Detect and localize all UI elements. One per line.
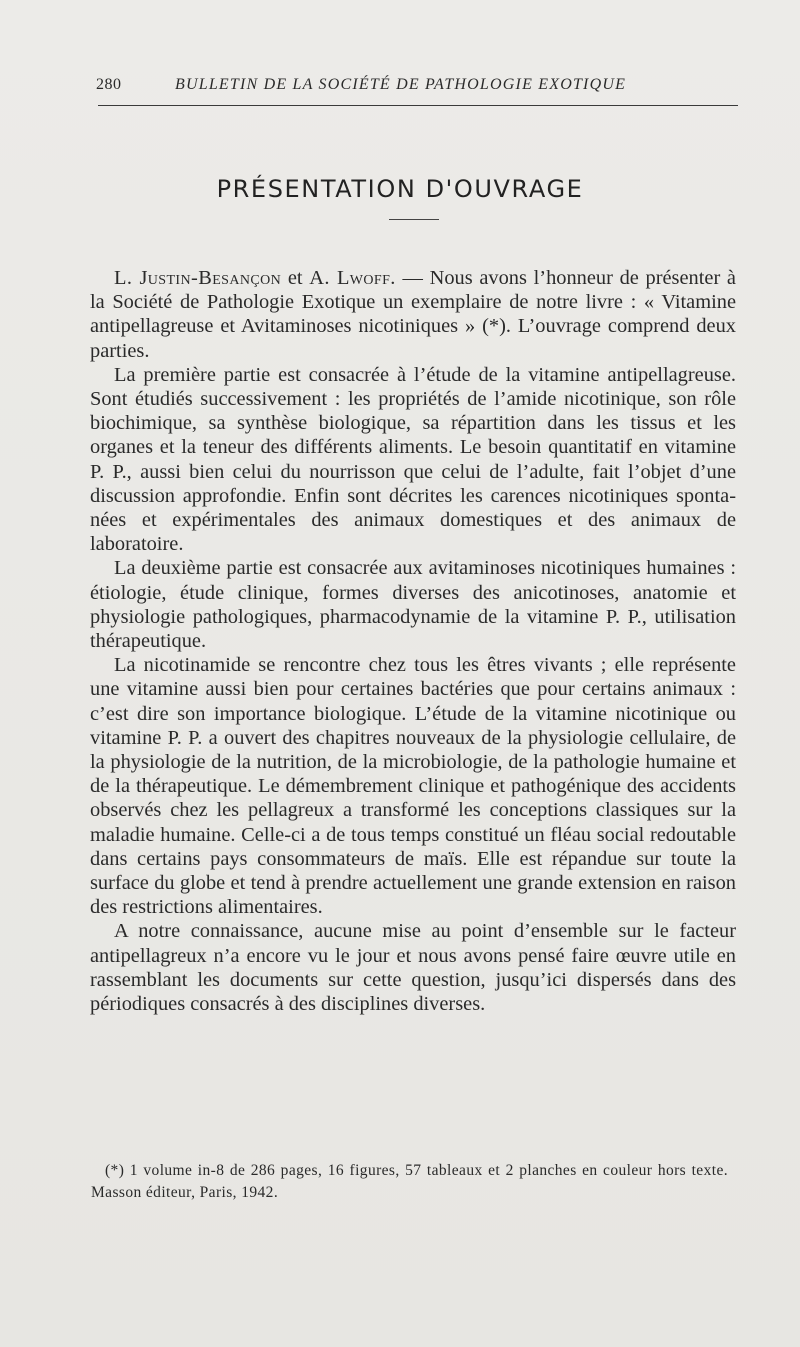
paragraph-1-text: — Nous avons l’honneur de présenter à la Société de Pathologie Exotique un exemplaire de notre livre : « Vitamine antipellagreuse et Avitaminoses nicotiniques » (*). L’ouvrage comprend deux parties. (90, 267, 736, 362)
running-header (96, 76, 738, 100)
paragraph-2: La première partie est consacrée à l’étude de la vitamine antipellagreuse. Sont étudiés successivement : les propriétés de l’amide nicotinique, son rôle biochimique, sa synthèse biologique, sa répartition dans les tissus et les organes et la teneur des différents aliments. Le besoin quantitatif en vitamine P. P., aussi bien celui du nourrisson que celui de l’adulte, fait l’objet d’une discussion approfondie. Enfin sont décrites les carences nicotiniques spontanées et expérimentales des animaux domestiques et des animaux de laboratoire. (90, 363, 736, 556)
footnote-text: (*) 1 volume in-8 de 286 pages, 16 figures, 57 tableaux et 2 planches en couleur hors texte. Masson éditeur, Paris, 1942. (91, 1162, 728, 1201)
title-rule (389, 219, 439, 220)
paragraph-1 (90, 266, 736, 363)
author-conjunction: et (281, 267, 310, 289)
section-title: PRÉSENTATION D'OUVRAGE (216, 175, 584, 203)
paragraph-5: A notre connaissance, aucune mise au point d’ensemble sur le facteur antipellagreux n’a encore vu le jour et nous avons pensé faire œuvre utile en rassemblant les documents sur cette question, jusqu’ici dispersés dans des périodiques consacrés à des disciplines diverses. (90, 920, 736, 1016)
paragraph-3: La deuxième partie est consacrée aux avitaminoses nicotiniques humaines : étiologie, étude clinique, formes diverses des anicotinoses, anatomie et physiologie pathologiques, pharmacodynamie de la vitamine P. P., utilisation thérapeutique. (90, 557, 736, 653)
footnote (91, 1160, 728, 1204)
paragraph-4: La nicotinamide se rencontre chez tous les êtres vivants ; elle représente une vitamine aussi bien pour certaines bactéries que pour certains animaux : c’est dire son importance biologique. L’étude de la vitamine nicotinique ou vitamine P. P. a ouvert des chapitres nouveaux de la physiologie cellulaire, de la physiologie de la nutrition, de la microbiologie, de la pathologie humaine et de la thérapeutique. Le démembrement clinique et pathogénique des accidents observés chez les pellagreux a transformé les conceptions classiques sur la maladie humaine. Celle-ci a de tous temps constitué un fléau social redoutable dans certains pays consommateurs de maïs. Elle est répandue sur toute la surface du globe et tend à prendre actuellement une grande extension en raison des restrictions alimentaires. (90, 654, 736, 919)
page-number: 280 (96, 76, 122, 93)
journal-title: BULLETIN DE LA SOCIÉTÉ DE PATHOLOGIE EXOTIQUE (175, 76, 627, 93)
author-1: L. Justin-Besançon (114, 267, 282, 289)
article-body (90, 266, 736, 1016)
header-rule (98, 105, 738, 106)
author-2: A. Lwoff. (309, 267, 396, 289)
